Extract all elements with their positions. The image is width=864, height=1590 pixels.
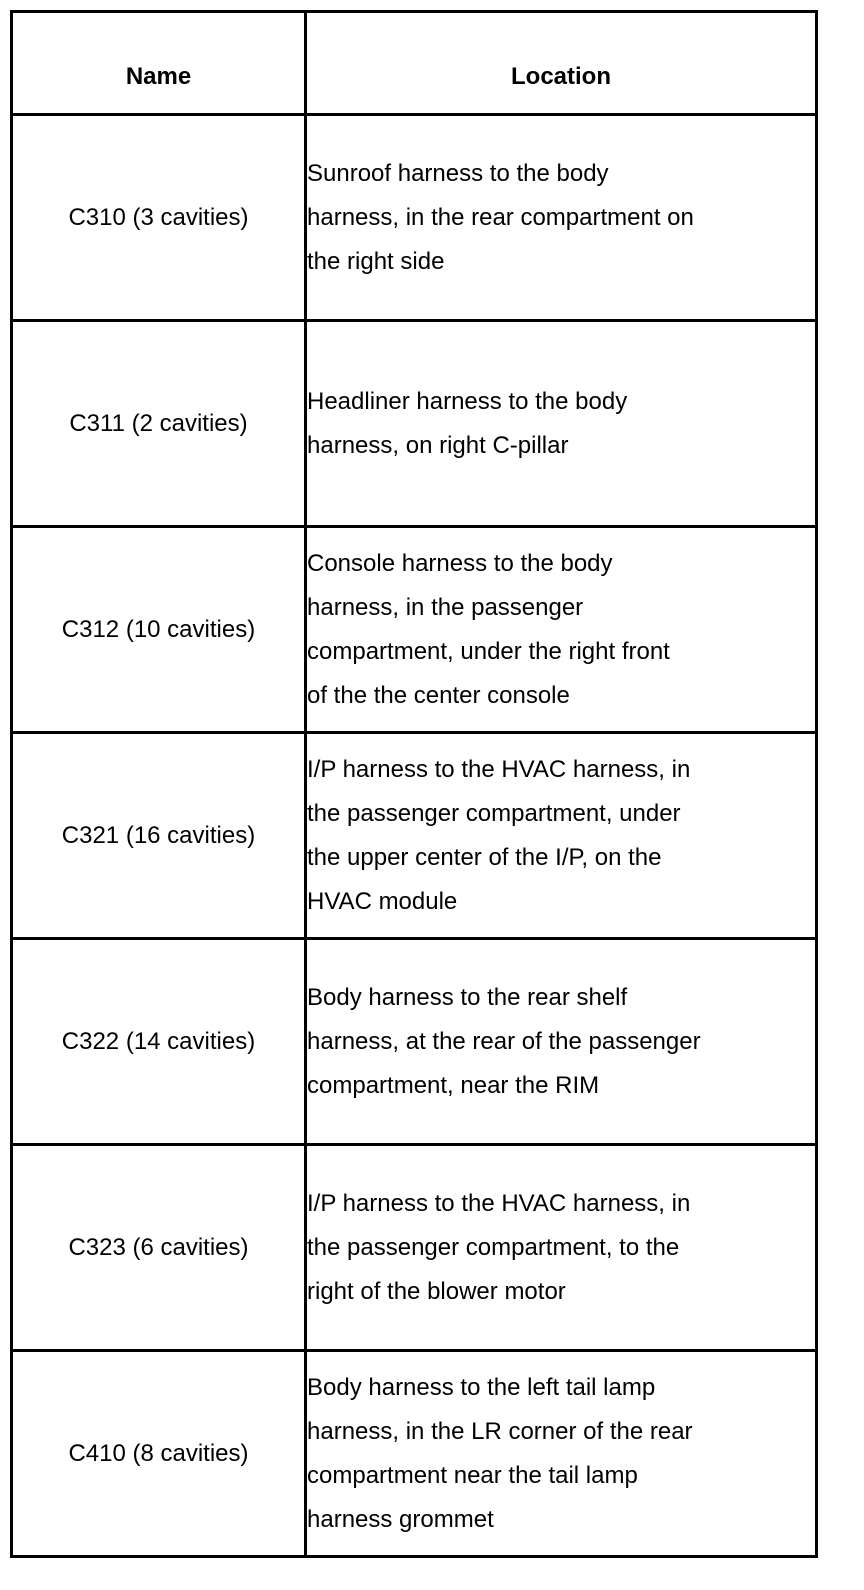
connector-location-cell [306, 1145, 817, 1351]
connector-name-cell: C322 (14 cavities) [12, 939, 306, 1145]
table-row [12, 1351, 817, 1557]
connector-name-cell: C323 (6 cavities) [12, 1145, 306, 1351]
connector-location-cell [306, 733, 817, 939]
connector-location-cell [306, 939, 817, 1145]
connector-location-table [10, 10, 818, 1558]
table-row [12, 527, 817, 733]
table-row [12, 115, 817, 321]
location-text: Body harness to the left tail lamp harness, in the LR corner of the rear compartment near the tail lamp harness grommet [307, 1373, 693, 1533]
connector-location-cell [306, 321, 817, 527]
connector-location-cell [306, 1351, 817, 1557]
location-text: I/P harness to the HVAC harness, in the passenger compartment, under the upper center of the I/P, on the HVAC module [307, 755, 691, 915]
column-header-name: Name [12, 12, 306, 115]
connector-location-cell [306, 115, 817, 321]
connector-name-cell: C410 (8 cavities) [12, 1351, 306, 1557]
connector-name-cell: C310 (3 cavities) [12, 115, 306, 321]
connector-name-cell: C311 (2 cavities) [12, 321, 306, 527]
table-row [12, 733, 817, 939]
location-text: Sunroof harness to the body harness, in the rear compartment on the right side [307, 159, 694, 275]
connector-location-cell [306, 527, 817, 733]
location-text: Headliner harness to the body harness, on right C-pillar [307, 387, 628, 459]
table-row [12, 1145, 817, 1351]
connector-name-cell: C312 (10 cavities) [12, 527, 306, 733]
connector-name-cell: C321 (16 cavities) [12, 733, 306, 939]
table-row [12, 939, 817, 1145]
column-header-location: Location [306, 12, 817, 115]
location-text: I/P harness to the HVAC harness, in the passenger compartment, to the right of the blower motor [307, 1189, 691, 1305]
location-text: Body harness to the rear shelf harness, at the rear of the passenger compartment, near the RIM [307, 983, 701, 1099]
location-text: Console harness to the body harness, in the passenger compartment, under the right front of the the center console [307, 549, 670, 709]
table-header-row [12, 12, 817, 115]
table-row [12, 321, 817, 527]
